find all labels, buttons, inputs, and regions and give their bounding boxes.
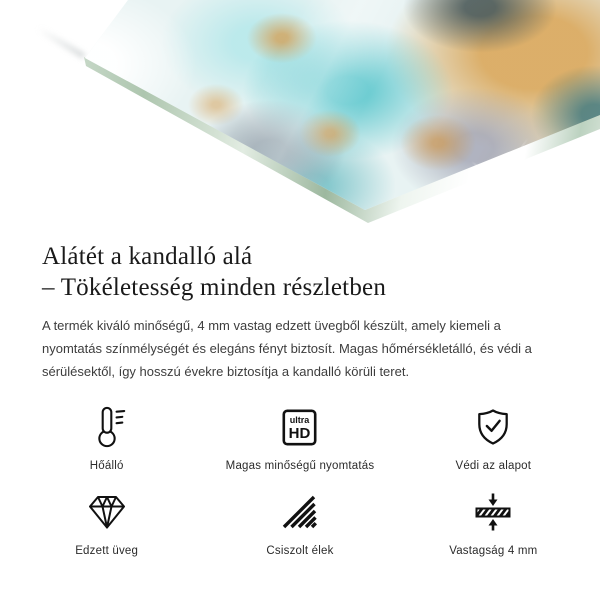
feature-polished-edges — [203, 490, 396, 557]
page-title-line2: – Tökéletesség minden részletben — [42, 274, 387, 301]
feature-label: Edzett üveg — [75, 545, 139, 557]
feature-protects-base — [397, 405, 590, 472]
feature-heat-resistant — [10, 405, 203, 472]
glass-corner-reflection — [37, 26, 86, 58]
feature-label: Hőálló — [89, 460, 124, 472]
product-description: A termék kiváló minőségű, 4 mm vastag edzett üvegből készült, amely kiemeli a nyomtatás színmélységét és elegáns fényt biztosít. Magas hőmérsékletálló, és védi a sérülésektől, így hosszú évekre biztosítja a kandalló körüli teret. — [42, 318, 532, 379]
ultra-hd-icon — [282, 409, 317, 446]
feature-grid — [0, 405, 600, 557]
ultra-hd-badge-bottom: HD — [289, 424, 311, 442]
polished-edges-icon — [281, 494, 318, 530]
shield-check-icon — [476, 408, 510, 446]
feature-tempered-glass — [10, 490, 203, 557]
ultra-hd-badge-top: ultra — [290, 414, 310, 425]
feature-label: Csiszolt élek — [266, 545, 334, 557]
feature-label: Védi az alapot — [455, 460, 532, 472]
page-title-line1: Alátét a kandalló alá — [42, 243, 253, 270]
diamond-icon — [87, 493, 127, 531]
feature-label: Vastagság 4 mm — [449, 545, 538, 557]
thermometer-icon — [84, 405, 130, 449]
page-title — [42, 241, 558, 303]
product-image — [0, 0, 600, 238]
feature-print-quality — [203, 405, 396, 472]
feature-label: Magas minőségű nyomtatás — [225, 460, 375, 472]
thickness-icon — [471, 492, 515, 532]
feature-thickness — [397, 490, 590, 557]
